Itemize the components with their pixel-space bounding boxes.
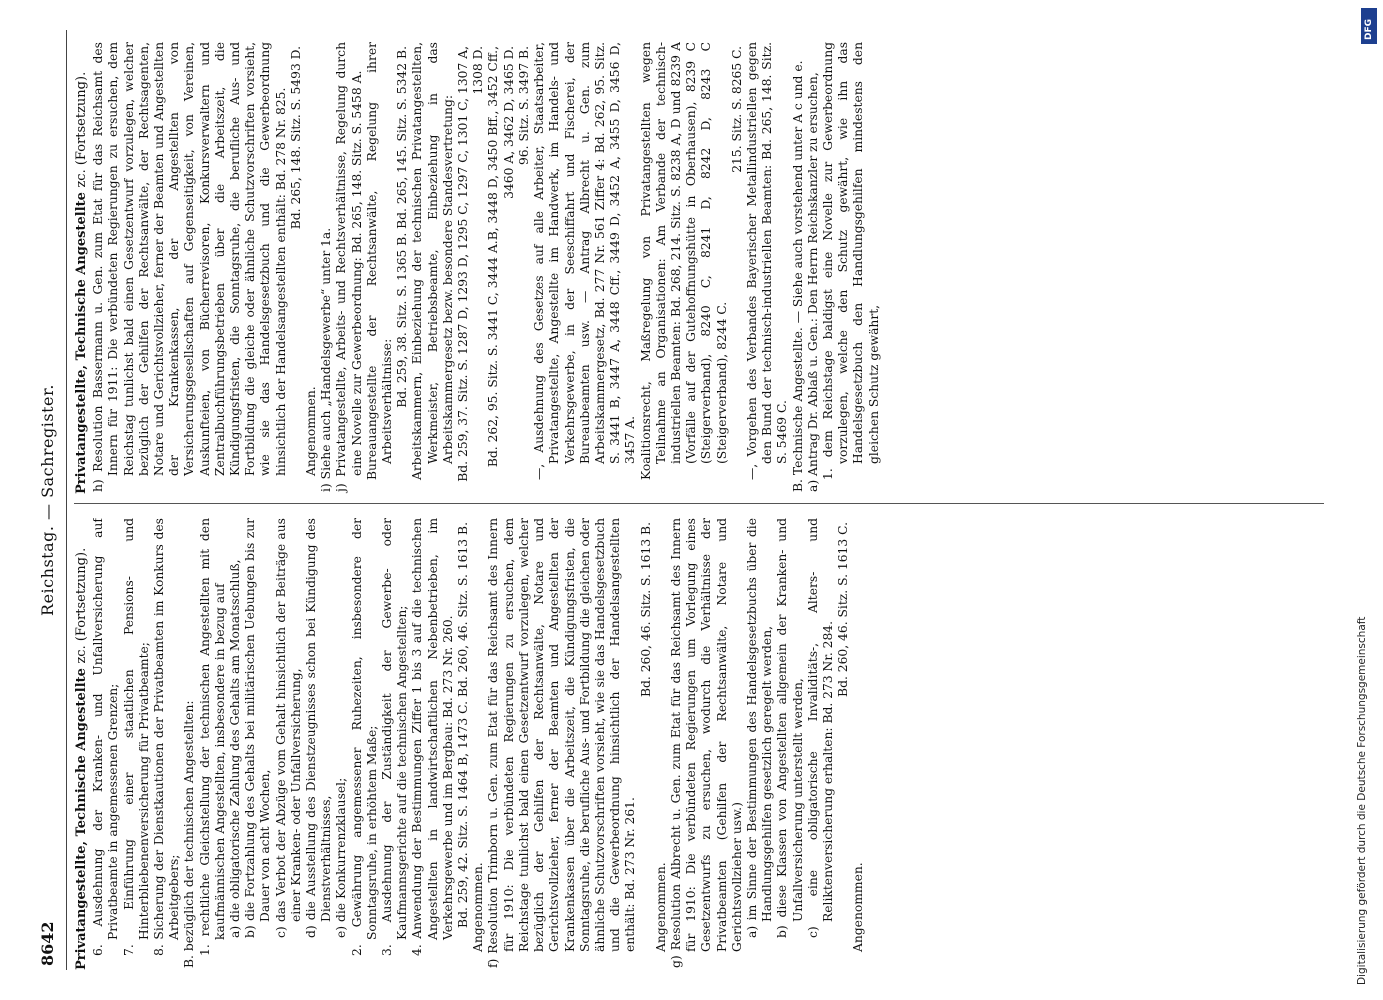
left-entry-list	[91, 518, 866, 970]
running-head: Reichstag. — Sachregister.	[38, 384, 57, 616]
right-heading-continuation: zc. (Fortsetzung).	[74, 71, 89, 188]
citation-reference: 96. Sitz. S. 3497 B.	[516, 46, 531, 166]
register-entry: b) diese Klassen von Angestellten allgemein der Kranken- und Unfallversicherung unterstellt werden,	[775, 518, 805, 938]
register-entry: 1. dem Reichstage baldigst eine Novelle zur Gewerbeordnung vorzulegen, welche den Schutz gewährt, wie ihn das Handelsgesetzbuch den Handlungsgehilfen mindestens den gleichen Schutz gewährt,	[820, 42, 881, 480]
register-entry: Bureauangestellte der Rechtsanwälte, Regelung ihrer Arbeitsverhältnisse:	[364, 42, 395, 480]
page-number: 8642	[38, 921, 57, 966]
right-entry-list	[91, 42, 882, 494]
citation-reference: Bd. 260, 46. Sitz. S. 1613 C.	[836, 522, 851, 697]
citation-reference: Bd. 265, 148. Sitz. S. 5493 D.	[288, 46, 303, 230]
register-entry: 8. Sicherung der Dienstkautionen der Privatbeamten im Konkurs des Arbeitgebers;	[152, 518, 182, 956]
right-column	[74, 42, 1344, 494]
register-entry: c) eine obligatorische Invaliditäts-, Alters- und Reliktenversicherung erhalten: Bd. 273 Nr. 284.	[805, 518, 835, 938]
left-column-heading	[74, 518, 89, 970]
register-entry: B. bezüglich der technischen Angestellten:	[182, 700, 197, 968]
left-heading-main: Privatangestellte, Technische Angestellte	[74, 668, 89, 970]
right-column-heading	[74, 42, 89, 494]
register-entry: 7. Einführung einer staatlichen Pensions- und Hinterbliebenenversicherung für Privatbeamte;	[121, 518, 151, 956]
register-entry: d) die Ausstellung des Dienstzeugnisses schon bei Kündigung des Dienstverhältnisses,	[304, 518, 334, 938]
right-heading-main: Privatangestellte, Technische Angestellte	[74, 192, 89, 494]
page-header	[30, 30, 67, 970]
column-divider	[74, 503, 1324, 504]
register-page	[30, 30, 1350, 970]
register-entry: —, Ausdehnung des Gesetzes auf alle Arbeiter, Staatsarbeiter, Privatangestellte, Angestellte im Handwerk, im Handels- und Verkehrsgewerbe, in der Seeschiffahrt und Fischerei, der Bureaubeamten usw. — Antrag Albrecht u. Gen. zum Arbeitskammergesetz, Bd. 277 Nr. 561 Ziffer 4: Bd. 262, 95. Sitz. S. 3441 B, 3447 A, 3448 Cff., 3449 D, 3452 A, 3455 D, 3456 D, 3457 A.	[532, 42, 638, 480]
register-entry: i) Siehe auch „Handelsgewerbe“ unter 1a.	[319, 227, 334, 492]
register-entry: h) Resolution Bassermann u. Gen. zum Etat für das Reichsamt des Innern für 1911: Die verbündeten Regierungen zu ersuchen, dem Reichstag tunlichst bald einen Gesetzentwurf vorzulegen, welcher bezüglich der Gehilfen der Rechtsanwälte, der Rechtsagenten, Notare und Gerichtsvollzieher, ferner der Beamten und Angestellten der Krankenkassen, der Angestellten von Versicherungsgesellschaften auf Gegenseitigkeit, von Vereinen, Auskunfteien, von Bücherrevisoren, Konkursverwaltern und Zentralbuchführungsbetrieben über die Arbeitszeit, die Kündigungsfristen, die Sonntagsruhe, die berufliche Aus- und Fortbildung die gleiche oder ähnliche Schutzvorschriften vorsieht, wie sie das Handelsgesetzbuch und die Gewerbeordnung hinsichtlich der Handelsangestellten enthält: Bd. 278 Nr. 825.	[91, 42, 288, 492]
register-entry: —, Vorgehen des Verbandes Bayerischer Metallindustriellen gegen den Bund der technisch-industriellen Beamten: Bd. 265, 148. Sitz. S. 5469 C.	[744, 42, 790, 480]
register-entry: Koalitionsrecht, Maßregelung von Privatangestellten wegen Teilnahme an Organisationen: Am Verbande der technisch-industriellen Beamten: Bd. 268, 214. Sitz. S. 8238 A, D und 8239 A (Vorfälle auf der Gutehoffnungshütte in Oberhausen), 8239 C (Steigerverband), 8240 C, 8241 D, 8242 D, 8243 C (Steigerverband), 8244 C.	[638, 42, 729, 480]
register-entry: a) die obligatorische Zahlung des Gehalts am Monatsschluß,	[228, 559, 243, 938]
register-entry: a) Antrag Dr. Ablaß u. Gen.: Den Herrn Reichskanzler zu ersuchen,	[805, 72, 820, 492]
left-column	[74, 518, 1344, 970]
register-entry: c) das Verbot der Abzüge vom Gehalt hinsichtlich der Beiträge aus einer Kranken- oder Unfallversicherung,	[273, 518, 303, 938]
register-entry: 3. Ausdehnung der Zuständigkeit der Gewerbe- oder Kaufmannsgerichte auf die technischen Angestellten;	[380, 518, 410, 956]
register-entry: g) Resolution Albrecht u. Gen. zum Etat für das Reichsamt des Innern für 1910: Die verbündeten Regierungen um Vorlegung eines Gesetzentwurfs zu ersuchen, wodurch die Verhältnisse der Privatbeamten (Gehilfen der Rechtsanwälte, Notare und Gerichtsvollzieher usw.)	[668, 518, 744, 968]
register-entry: 4. Anwendung der Bestimmungen Ziffer 1 bis 3 auf die technischen Angestellten in landwirtschaftlichen Nebenbetrieben, im Verkehrsgewerbe und im Bergbau: Bd. 273 Nr. 260.	[410, 518, 455, 956]
register-entry: a) im Sinne der Bestimmungen des Handelsgesetzbuchs über die Handlungsgehilfen gesetzlich geregelt werden,	[744, 518, 775, 938]
decision-note: Angenommen.	[471, 862, 486, 952]
decision-note: Angenommen.	[304, 386, 319, 476]
register-entry: b) die Fortzahlung des Gehalts bei militärischen Uebungen bis zur Dauer von acht Wochen,	[243, 518, 273, 938]
register-entry: e) die Konkurrenzklausel;	[334, 777, 349, 938]
dfg-logo-text: DFG	[1364, 18, 1374, 40]
citation-reference: 215. Sitz. S. 8265 C.	[729, 46, 744, 173]
citation-reference: Bd. 259, 38. Sitz. S. 1365 B. Bd. 265, 145. Sitz. S. 5342 B.	[395, 46, 410, 408]
citation-reference: Bd. 259, 37. Sitz. S. 1287 D, 1293 D, 1295 C, 1297 C, 1301 C, 1307 A, 1308 D.	[456, 46, 486, 482]
citation-reference: Bd. 262, 95. Sitz. S. 3441 C, 3444 A.B, 3448 D, 3450 Bff., 3452 Cff., 3460 A, 3462 D, 3465 D.	[486, 46, 516, 468]
citation-reference: Bd. 260, 46. Sitz. S. 1613 B.	[638, 522, 653, 698]
decision-note: Angenommen.	[653, 862, 668, 952]
register-entry: 2. Gewährung angemessener Ruhezeiten, insbesondere der Sonntagsruhe, in erhöhtem Maße;	[349, 518, 379, 956]
register-entry: 6. Ausdehnung der Kranken- und Unfallversicherung auf Privatbeamte in angemessenen Grenzen;	[91, 518, 121, 956]
register-entry: j) Privatangestellte, Arbeits- und Rechtsverhältnisse, Regelung durch eine Novelle zur Gewerbeordnung: Bd. 265, 148. Sitz. S. 5458 A.	[334, 42, 364, 492]
citation-reference: Bd. 259, 42. Sitz. S. 1464 B, 1473 C. Bd. 260, 46. Sitz. S. 1613 B.	[456, 522, 471, 928]
register-entry: f) Resolution Trimborn u. Gen. zum Etat für das Reichsamt des Innern für 1910: Die verbündeten Regierungen zu ersuchen, dem Reichstage tunlichst bald einen Gesetzentwurf vorzulegen, welcher bezüglich der Gehilfen der Rechtsanwälte, Notare und Gerichtsvollzieher, ferner der Beamten und Angestellten der Krankenkassen über die Arbeitszeit, die Kündigungsfristen, die Sonntagsruhe, die berufliche Aus- und Fortbildung die gleichen oder ähnliche Schutzvorschriften vorsieht, wie sie das Handelsgesetzbuch und die Gewerbeordnung hinsichtlich der Handelsangestellten enthält: Bd. 273 Nr. 261.	[486, 518, 638, 968]
digitization-credit: Digitalisierung gefördert durch die Deutsche Forschungsgemeinschaft	[1356, 616, 1368, 985]
left-heading-continuation: zc. (Fortsetzung).	[74, 547, 89, 664]
register-entry: Arbeitskammern, Einbeziehung der technischen Privatangestellten, Werkmeister, Betriebsbeamte, Einbeziehung in das Arbeitskammergesetz bezw. besondere Standesvertretung:	[410, 42, 455, 480]
register-entry: B. Technische Angestellte. — Siehe auch vorstehend unter A c und e.	[790, 60, 805, 492]
decision-note: Angenommen.	[851, 862, 866, 952]
register-entry: 1. rechtliche Gleichstellung der technischen Angestellten mit den kaufmännischen Angestellten, insbesondere in bezug auf	[197, 518, 227, 956]
